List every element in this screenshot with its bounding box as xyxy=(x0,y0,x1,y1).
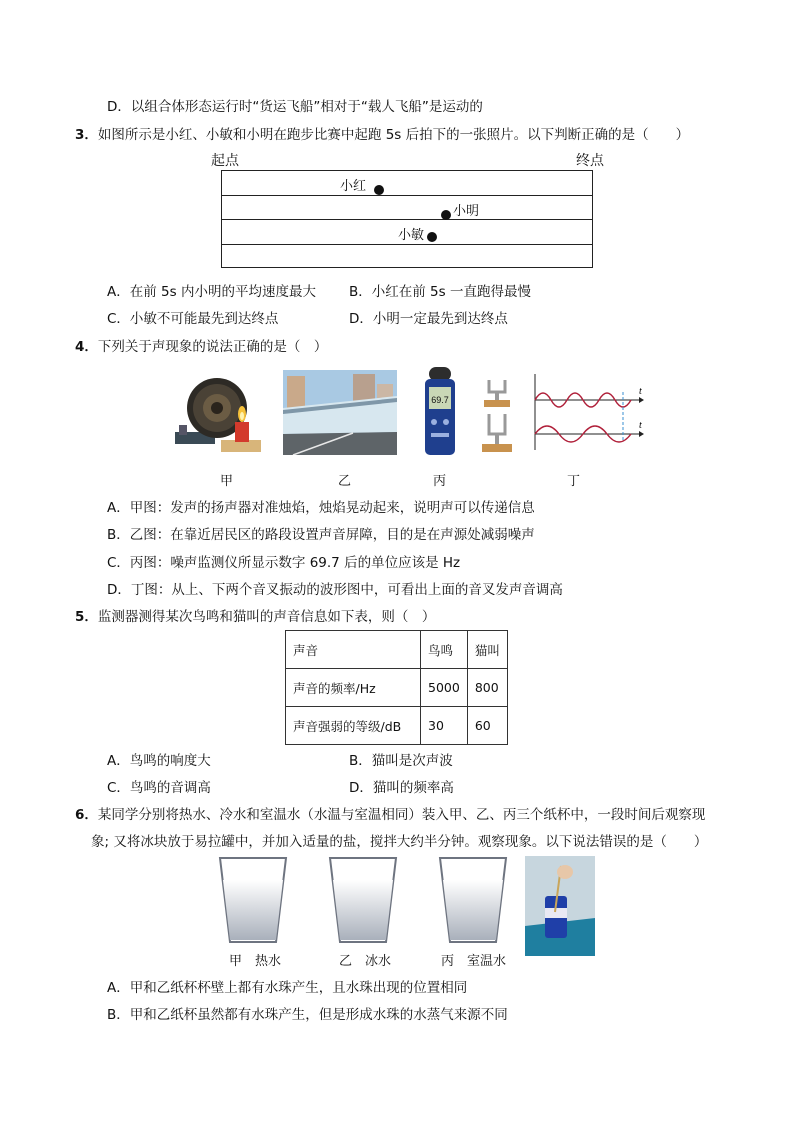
caption-bing: 丙 xyxy=(433,474,447,489)
q6-option-a: A．甲和乙纸杯杯壁上都有水珠产生，且水珠出现的位置相同 xyxy=(107,980,468,996)
table-header: 声音 xyxy=(286,631,421,669)
table-cell: 60 xyxy=(467,707,507,745)
table-row xyxy=(286,669,508,707)
table-header-row xyxy=(286,631,508,669)
lane-1 xyxy=(222,171,592,196)
q6-stem-line2: 象; 又将冰块放于易拉罐中，并加入适量的盐，搅拌大约半分钟。观察现象。以下说法错误的是（ ） xyxy=(91,834,708,850)
noise-meter-image xyxy=(423,367,457,457)
axis-t-bottom: t xyxy=(639,420,642,431)
cup-ice-water xyxy=(328,856,398,944)
q3-option-c: C．小敏不可能最先到达终点 xyxy=(107,311,279,327)
q3-option-b: B．小红在前 5s 一直跑得最慢 xyxy=(349,284,531,300)
runner-dot-xiaoming xyxy=(441,210,451,220)
table-cell: 30 xyxy=(421,707,468,745)
q3-number: 3． xyxy=(75,127,98,143)
q3-stem-text: 如图所示是小红、小敏和小明在跑步比赛中起跑 5s 后拍下的一张照片。以下判断正确的是（ ） xyxy=(97,127,690,143)
q3-option-d: D．小明一定最先到达终点 xyxy=(349,311,508,327)
speaker-candle-image xyxy=(175,370,267,454)
runner-label-xiaomin: 小敏 xyxy=(398,228,425,243)
runner-label-xiaohong: 小红 xyxy=(340,179,367,194)
ice-can-photo xyxy=(525,856,595,956)
q4-option-a: A．甲图：发声的扬声器对准烛焰，烛焰晃动起来，说明声可以传递信息 xyxy=(107,500,535,516)
q5-option-b: B．猫叫是次声波 xyxy=(349,753,453,769)
q5-option-a: A．鸟鸣的响度大 xyxy=(107,753,211,769)
cup-hot-water xyxy=(218,856,288,944)
q5-number: 5． xyxy=(75,609,98,625)
table-cell: 5000 xyxy=(421,669,468,707)
cup-room-water xyxy=(438,856,508,944)
q2-option-d: D．以组合体形态运行时“货运飞船”相对于“载人飞船”是运动的 xyxy=(107,99,483,115)
cup-label-hot: 甲 热水 xyxy=(229,954,282,969)
caption-yi: 乙 xyxy=(338,474,352,489)
q4-option-d: D．丁图：从上、下两个音叉振动的波形图中，可看出上面的音叉发声音调高 xyxy=(107,582,563,598)
tuning-forks-image xyxy=(480,378,514,454)
lane-2 xyxy=(222,196,592,221)
finish-label: 终点 xyxy=(576,153,604,169)
caption-jia: 甲 xyxy=(220,474,234,489)
q6-option-b: B．甲和乙纸杯虽然都有水珠产生，但是形成水珠的水蒸气来源不同 xyxy=(107,1007,508,1023)
table-cell: 800 xyxy=(467,669,507,707)
cup-label-ice: 乙 冰水 xyxy=(339,954,392,969)
q4-option-c: C．丙图：噪声监测仪所显示数字 69.7 后的单位应该是 Hz xyxy=(107,555,461,571)
q5-option-c: C．鸟鸣的音调高 xyxy=(107,780,211,796)
q6-number: 6． xyxy=(75,807,98,823)
q3-option-a: A．在前 5s 内小明的平均速度最大 xyxy=(107,284,316,300)
start-label: 起点 xyxy=(211,153,239,169)
q6-stem-line1 xyxy=(75,803,705,823)
highway-barrier-image xyxy=(283,370,397,455)
q4-option-b: B．乙图：在靠近居民区的路段设置声音屏障，目的是在声源处减弱噪声 xyxy=(107,527,535,543)
q5-stem xyxy=(75,605,435,625)
q5-stem-text: 监测器测得某次鸟鸣和猫叫的声音信息如下表，则（ ） xyxy=(97,609,436,625)
runner-label-xiaoming: 小明 xyxy=(453,203,480,219)
axis-t-top: t xyxy=(639,386,642,397)
q4-stem xyxy=(75,335,327,355)
meter-reading: 69.7 xyxy=(431,395,449,405)
table-row xyxy=(286,707,508,745)
lane-4 xyxy=(222,245,592,270)
running-track xyxy=(221,170,593,268)
table-header: 猫叫 xyxy=(467,631,507,669)
q6-stem-text-1: 某同学分别将热水、冷水和室温水（水温与室温相同）装入甲、乙、丙三个纸杯中，一段时间后观察现 xyxy=(97,807,706,823)
caption-ding: 丁 xyxy=(567,474,581,489)
table-header: 鸟鸣 xyxy=(421,631,468,669)
table-cell: 声音的频率/Hz xyxy=(286,669,421,707)
q5-option-d: D．猫叫的频率高 xyxy=(349,780,454,796)
runner-dot-xiaomin xyxy=(427,232,437,242)
sound-info-table xyxy=(285,630,508,745)
q4-stem-text: 下列关于声现象的说法正确的是（ ） xyxy=(97,339,328,355)
runner-dot-xiaohong xyxy=(374,185,384,195)
table-cell: 声音强弱的等级/dB xyxy=(286,707,421,745)
waveform-graph xyxy=(527,372,645,452)
cup-label-room: 丙 室温水 xyxy=(441,954,507,969)
q4-number: 4． xyxy=(75,339,98,355)
lane-3 xyxy=(222,220,592,245)
q3-stem xyxy=(75,123,689,143)
